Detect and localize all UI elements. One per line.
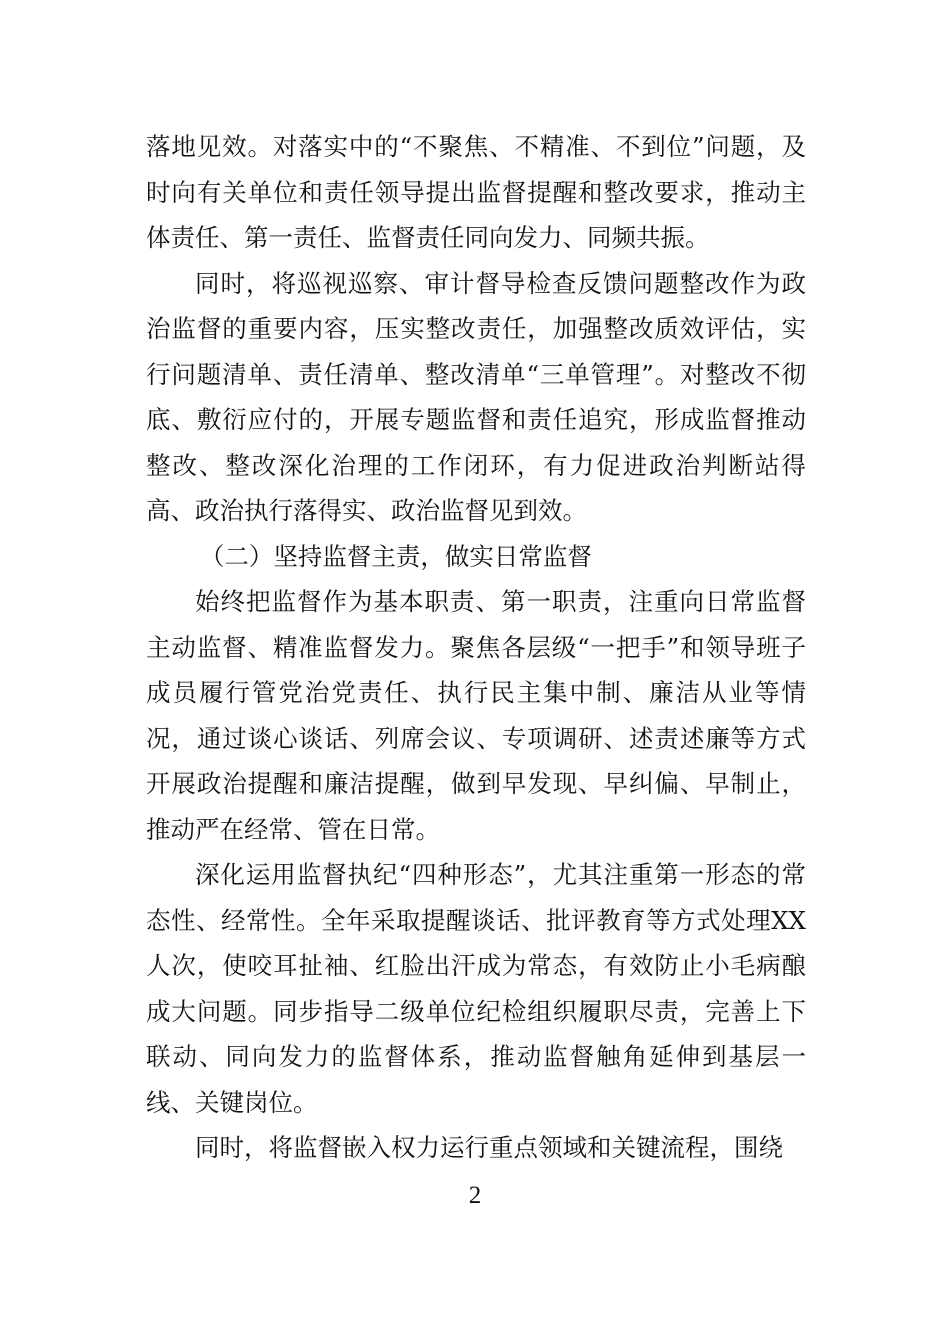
paragraph-rectification: 同时，将巡视巡察、审计督导检查反馈问题整改作为政治监督的重要内容，压实整改责任，加强整改质效评估，实行问题清单、责任清单、整改清单“三单管理”。对整改不彻底、敷衍应付的，开展专题监督和责任追究，形成监督推动整改、整改深化治理的工作闭环，有力促进政治判断站得高、政治执行落得实、政治监督见到效。 xyxy=(146,268,806,525)
paragraph-continuation: 落地见效。对落实中的“不聚焦、不精准、不到位”问题，及时向有关单位和责任领导提出监督提醒和整改要求，推动主体责任、第一责任、监督责任同向发力、同频共振。 xyxy=(146,132,806,252)
document-body xyxy=(146,124,806,1171)
section-heading: （二）坚持监督主责，做实日常监督 xyxy=(199,541,592,571)
paragraph-power-operation: 同时，将监督嵌入权力运行重点领域和关键流程，围绕 xyxy=(195,1133,783,1162)
paragraph-four-forms: 深化运用监督执纪“四种形态”，尤其注重第一形态的常态性、经常性。全年采取提醒谈话、批评教育等方式处理XX人次，使咬耳扯袖、红脸出汗成为常态，有效防止小毛病酿成大问题。同步指导二级单位纪检组织履职尽责，完善上下联动、同向发力的监督体系，推动监督触角延伸到基层一线、关键岗位。 xyxy=(146,860,806,1117)
paragraph-daily-supervision: 始终把监督作为基本职责、第一职责，注重向日常监督主动监督、精准监督发力。聚焦各层级“一把手”和领导班子成员履行管党治党责任、执行民主集中制、廉洁从业等情况，通过谈心谈话、列席会议、专项调研、述责述廉等方式开展政治提醒和廉洁提醒，做到早发现、早纠偏、早制止，推动严在经常、管在日常。 xyxy=(146,587,806,844)
page-number: 2 xyxy=(468,1182,482,1209)
